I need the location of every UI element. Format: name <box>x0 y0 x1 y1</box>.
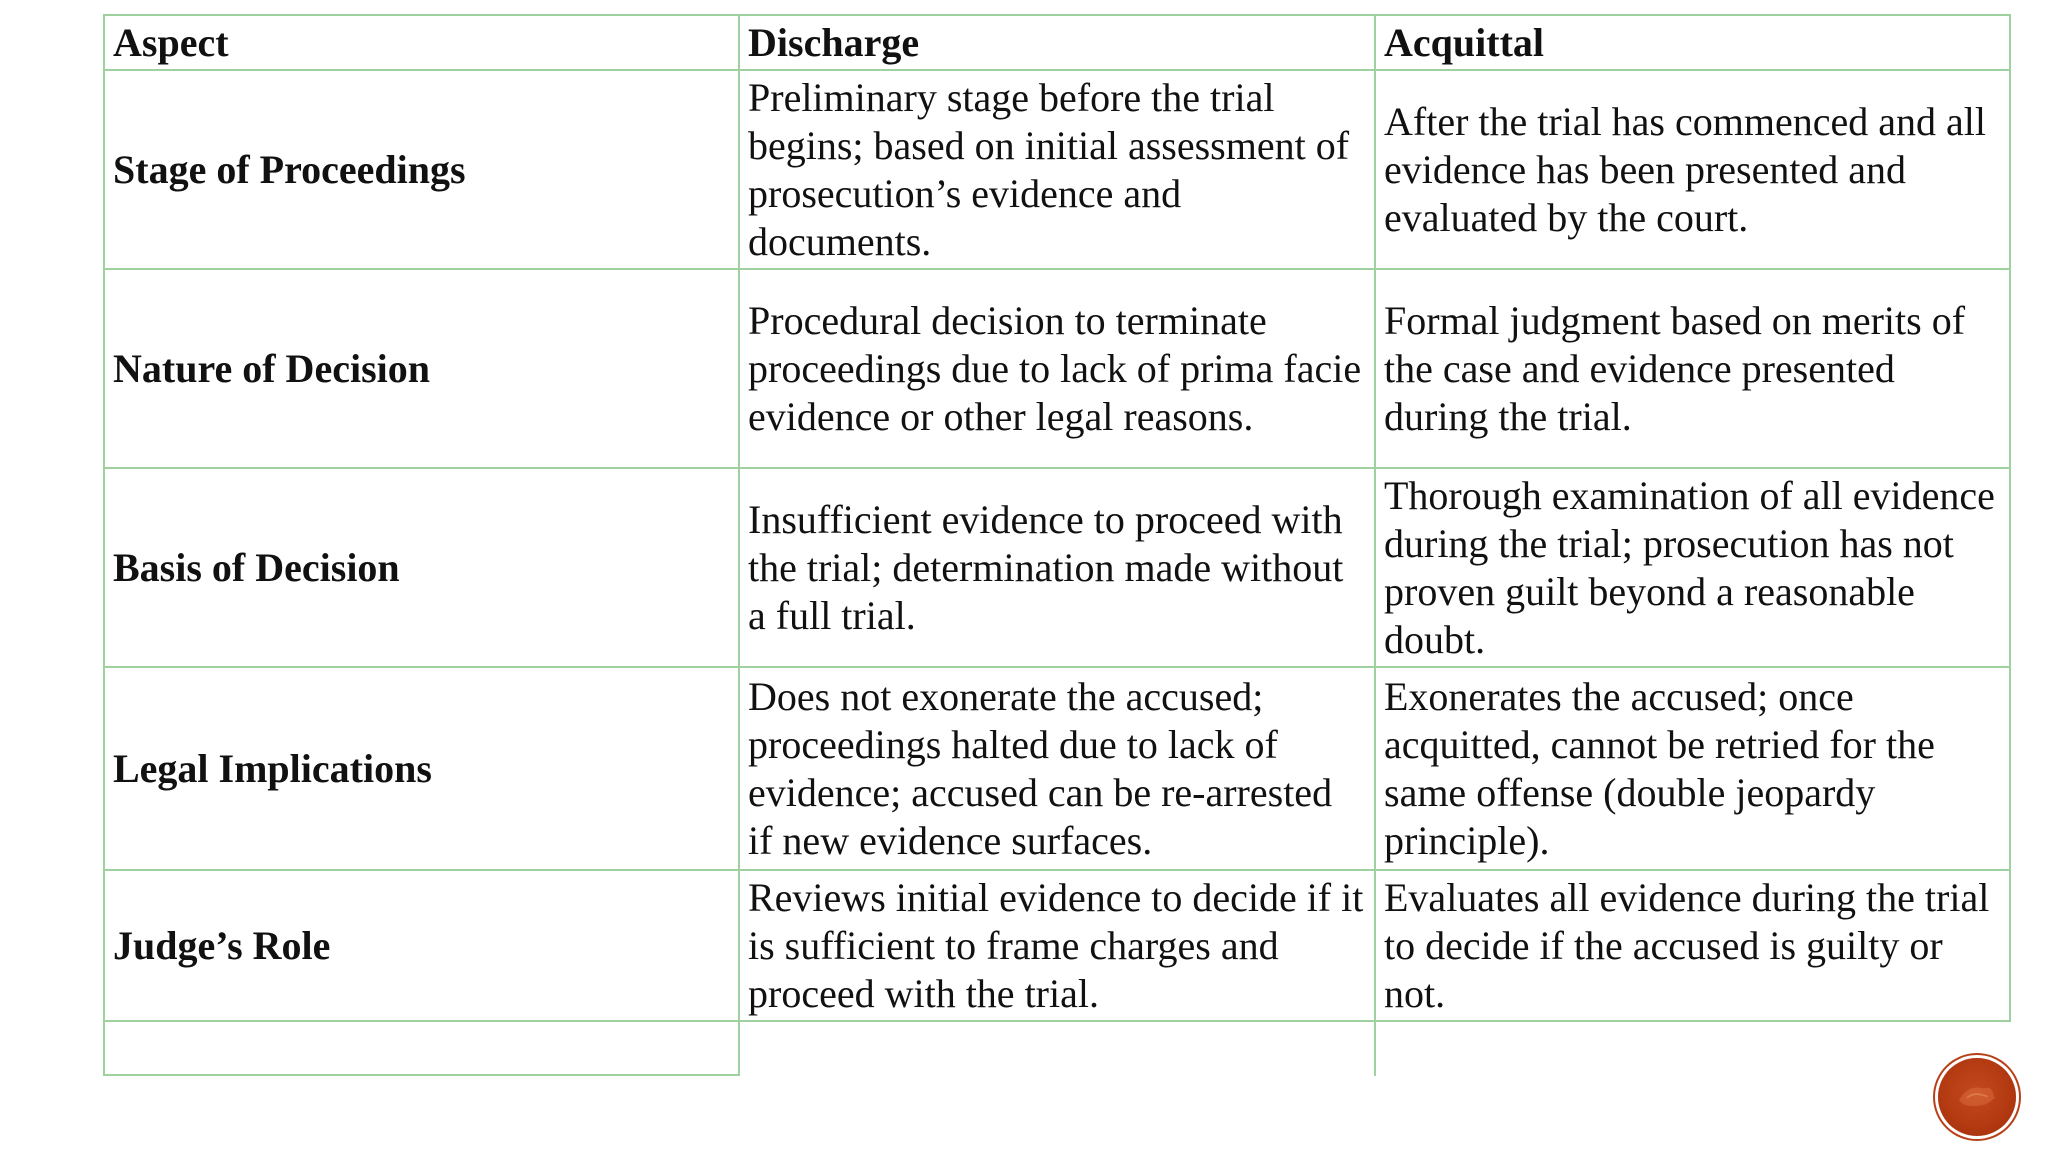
row-discharge: Preliminary stage before the trial begins; based on initial assessment of prosecution’s evidence and documents. <box>748 74 1350 264</box>
slide-nav-icon <box>1955 1080 1999 1114</box>
row-aspect: Legal Implications <box>113 745 432 791</box>
row-discharge: Procedural decision to terminate proceedings due to lack of prima facie evidence or other legal reasons. <box>748 297 1362 439</box>
header-aspect: Aspect <box>113 19 229 65</box>
grid-line <box>103 1074 739 1076</box>
row-aspect: Stage of Proceedings <box>113 146 466 192</box>
header-acquittal: Acquittal <box>1384 19 1544 65</box>
grid-line <box>2009 14 2011 1022</box>
row-discharge: Reviews initial evidence to decide if it is sufficient to frame charges and proceed with the trial. <box>748 874 1364 1016</box>
row-acquittal: Thorough examination of all evidence during the trial; prosecution has not proven guilt beyond a reasonable doubt. <box>1384 472 1995 662</box>
row-aspect: Basis of Decision <box>113 544 400 590</box>
row-aspect: Nature of Decision <box>113 345 430 391</box>
row-acquittal: Evaluates all evidence during the trial to decide if the accused is guilty or not. <box>1384 874 1990 1016</box>
empty-cell <box>105 1022 738 1074</box>
row-acquittal: After the trial has commenced and all evidence has been presented and evaluated by the court. <box>1384 98 1986 240</box>
row-discharge: Does not exonerate the accused; proceedings halted due to lack of evidence; accused can be re-arrested if new evidence surfaces. <box>748 673 1333 863</box>
row-acquittal: Exonerates the accused; once acquitted, cannot be retried for the same offense (double jeopardy principle). <box>1384 673 1935 863</box>
row-discharge: Insufficient evidence to proceed with the trial; determination made without a full trial. <box>748 496 1344 638</box>
row-acquittal: Formal judgment based on merits of the case and evidence presented during the trial. <box>1384 297 1966 439</box>
row-aspect: Judge’s Role <box>113 922 331 968</box>
slide-nav-button[interactable] <box>1938 1058 2016 1136</box>
header-discharge: Discharge <box>748 19 920 65</box>
